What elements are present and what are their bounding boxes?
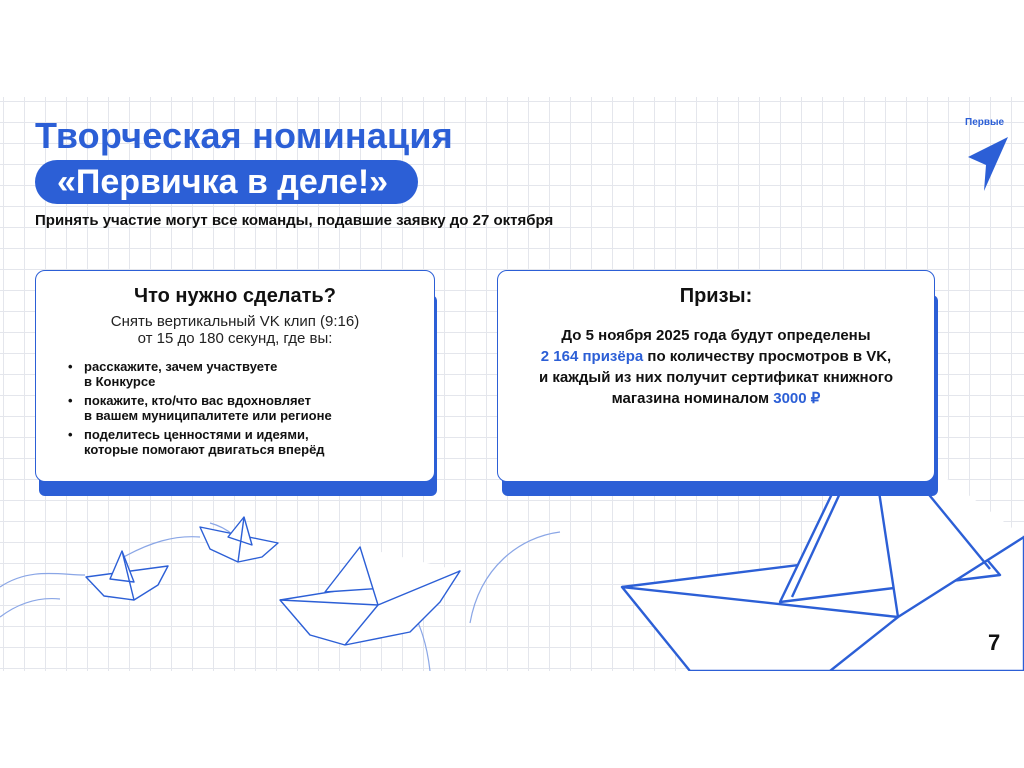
- arrow-logo-icon: [962, 135, 1012, 195]
- medium-boat: [280, 547, 460, 645]
- title-pill: «Первичка в деле!»: [35, 160, 418, 204]
- list-item: [68, 427, 374, 457]
- bullet-line: в Конкурсе: [84, 374, 156, 389]
- bullet-line: покажите, кто/что вас вдохновляет: [84, 393, 311, 408]
- bullet-list: [68, 359, 374, 461]
- bullet-line: расскажите, зачем участвуете: [84, 359, 278, 374]
- prize-line-3: и каждый из них получит сертификат книжного: [539, 369, 893, 386]
- card-left-intro-2: от 15 до 180 секунд, где вы:: [137, 330, 333, 347]
- list-item: [68, 359, 374, 389]
- prize-description: [498, 325, 934, 409]
- card-left-title: Что нужно сделать?: [134, 285, 336, 307]
- card-left-intro-1: Снять вертикальный VK клип (9:16): [110, 313, 360, 330]
- card-prizes: [497, 270, 935, 482]
- prize-line-4: магазина номиналом: [611, 390, 774, 407]
- logo-text: Первые: [965, 117, 1005, 128]
- slide: [0, 97, 1024, 671]
- card-right-title: Призы:: [679, 285, 753, 307]
- bullet-line: в вашем муниципалитете или регионе: [84, 408, 332, 423]
- prize-count: 2 164 призёра: [540, 348, 644, 365]
- prize-amount: 3000 ₽: [773, 390, 821, 407]
- prize-line-2: по количеству просмотров в VK,: [643, 348, 892, 365]
- prize-line-1: До 5 ноября 2025 года будут определены: [561, 327, 871, 344]
- subtitle: Принять участие могут все команды, подавшие заявку до 27 октября: [35, 212, 554, 229]
- logo: [962, 117, 1012, 202]
- title-line-1: Творческая номинация: [35, 115, 453, 156]
- bullet-line: поделитесь ценностями и идеями,: [84, 427, 309, 442]
- page-number: 7: [988, 630, 1001, 655]
- card-what-to-do: [35, 270, 435, 482]
- small-boat-left: [86, 551, 168, 600]
- list-item: [68, 393, 374, 423]
- bullet-line: которые помогают двигаться вперёд: [84, 442, 325, 457]
